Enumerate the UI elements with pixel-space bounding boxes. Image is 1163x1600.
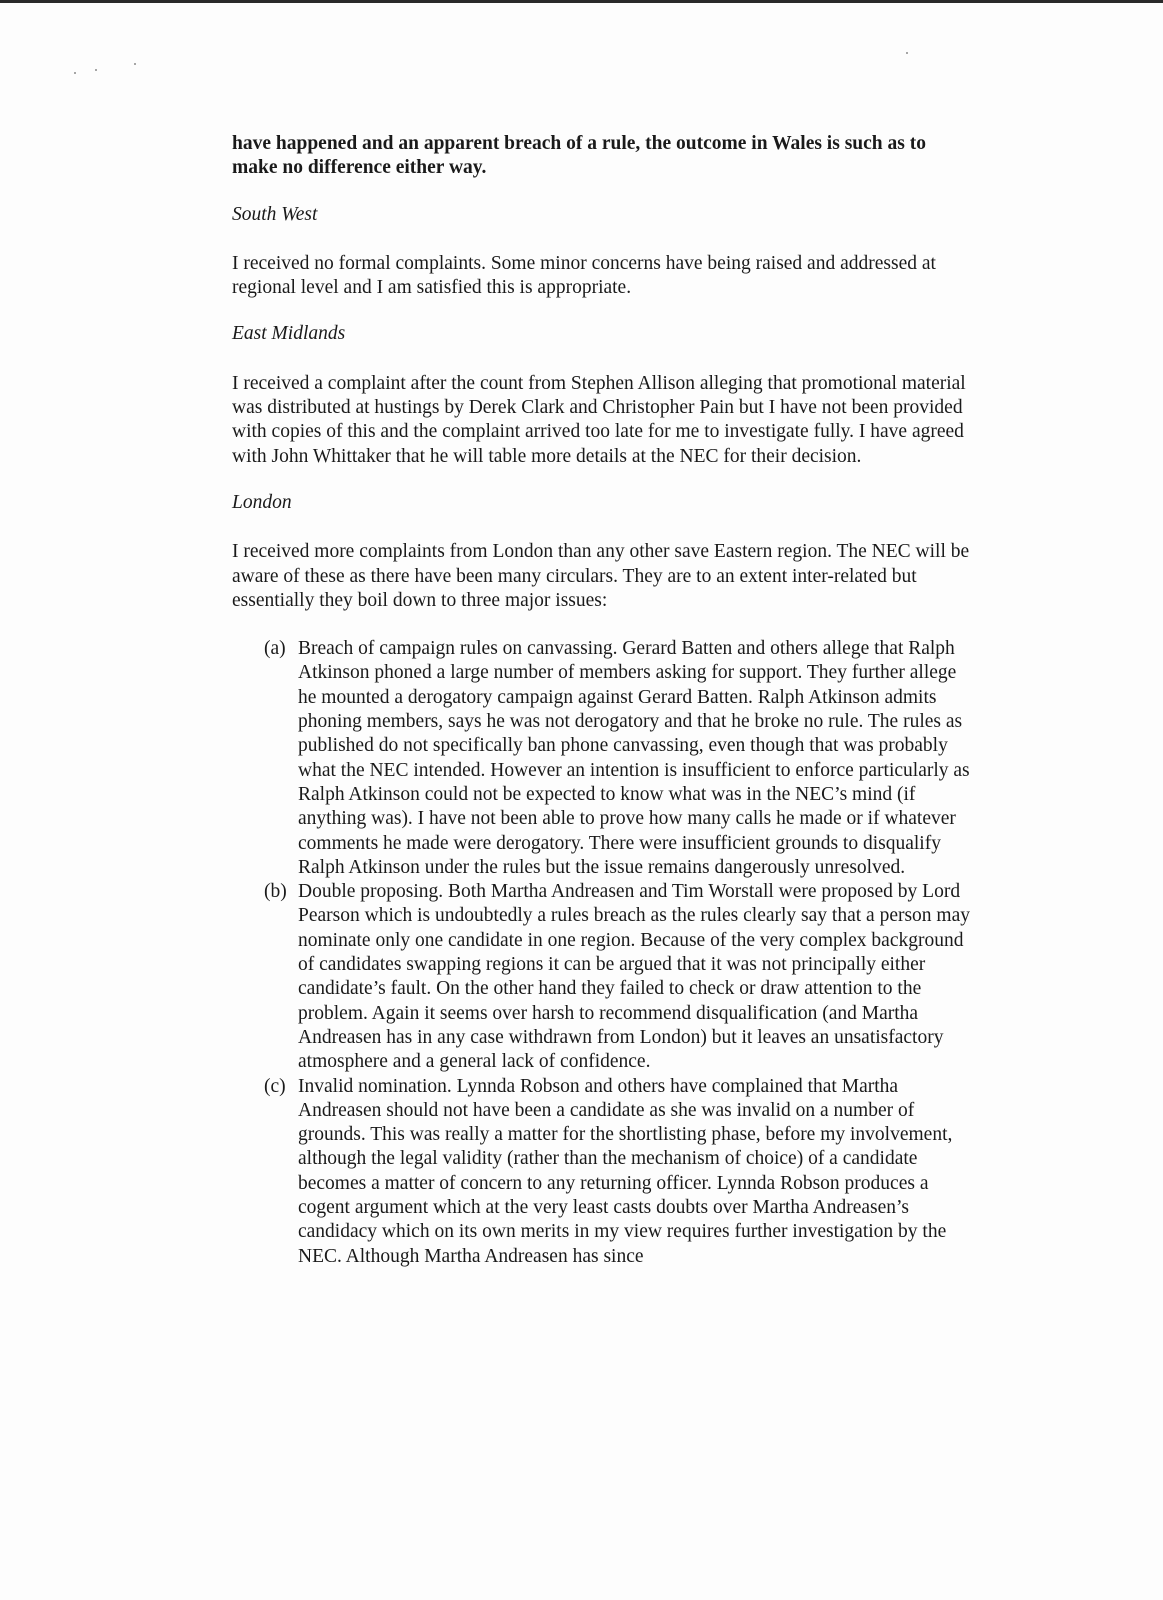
scan-speck bbox=[906, 52, 908, 54]
list-item bbox=[264, 1075, 972, 1269]
section-body-south-west: I received no formal complaints. Some minor concerns have being raised and addressed at regional level and I am satisfied this is appropriate. bbox=[232, 252, 936, 299]
list-item bbox=[264, 880, 972, 1074]
section-body-east-midlands: I received a complaint after the count from Stephen Allison alleging that promotional material was distributed at hustings by Derek Clark and Christopher Pain but I have not been provided with copies of this and the complaint arrived too late for me to investigate fully. I have agreed with John Whittaker that he will table more details at the NEC for their decision. bbox=[232, 372, 966, 467]
document-body bbox=[232, 132, 972, 1269]
section-body-london: I received more complaints from London than any other save Eastern region. The NEC will be aware of these as there have been many circulars. They are to an extent inter-related but essentially they boil down to three major issues: bbox=[232, 541, 970, 611]
list-item-text: Breach of campaign rules on canvassing. Gerard Batten and others allege that Ralph Atkinson phoned a large number of members asking for support. They further allege he mounted a derogatory campaign against Gerard Batten. Ralph Atkinson admits phoning members, says he was not derogatory and that he broke no rule. The rules as published do not specifically ban phone canvassing, even though that was probably what the NEC intended. However an intention is insufficient to enforce particularly as Ralph Atkinson could not be expected to know what was in the NEC’s mind (if anything was). I have not been able to prove how many calls he made or if whatever comments he made were derogatory. There were insufficient grounds to disqualify Ralph Atkinson under the rules but the issue remains dangerously unresolved. bbox=[298, 638, 970, 878]
list-item-text: Double proposing. Both Martha Andreasen and Tim Worstall were proposed by Lord Pearson which is undoubtedly a rules breach as the rules clearly say that a person may nominate only one candidate in one region. Because of the very complex background of candidates swapping regions it can be argued that it was not principally either candidate’s fault. On the other hand they failed to check or draw attention to the problem. Again it seems over harsh to recommend disqualification (and Martha Andreasen has in any case withdrawn from London) but it leaves an unsatisfactory atmosphere and a general lack of confidence. bbox=[298, 881, 970, 1073]
opening-bold-paragraph: have happened and an apparent breach of a rule, the outcome in Wales is such as to make no difference either way. bbox=[232, 133, 926, 179]
list-marker: (b) bbox=[264, 881, 287, 903]
list-item-text: Invalid nomination. Lynnda Robson and others have complained that Martha Andreasen should not have been a candidate as she was invalid on a number of grounds. This was really a matter for the shortlisting phase, before my involvement, although the legal validity (rather than the mechanism of choice) of a candidate becomes a matter of concern to any returning officer. Lynnda Robson produces a cogent argument which at the very least casts doubts over Martha Andreasen’s candidacy which on its own merits in my view requires further investigation by the NEC. Although Martha Andreasen has since bbox=[298, 1075, 953, 1267]
list-marker: (c) bbox=[264, 1075, 286, 1097]
section-heading-east-midlands: East Midlands bbox=[232, 323, 346, 345]
list-item bbox=[264, 637, 972, 880]
scan-speck bbox=[134, 63, 136, 65]
issues-list bbox=[264, 637, 972, 1269]
section-heading-south-west: South West bbox=[232, 203, 318, 225]
scan-speck bbox=[74, 72, 76, 74]
scan-top-edge bbox=[0, 0, 1163, 3]
scan-speck bbox=[95, 69, 97, 71]
list-marker: (a) bbox=[264, 638, 286, 660]
section-heading-london: London bbox=[232, 491, 292, 513]
